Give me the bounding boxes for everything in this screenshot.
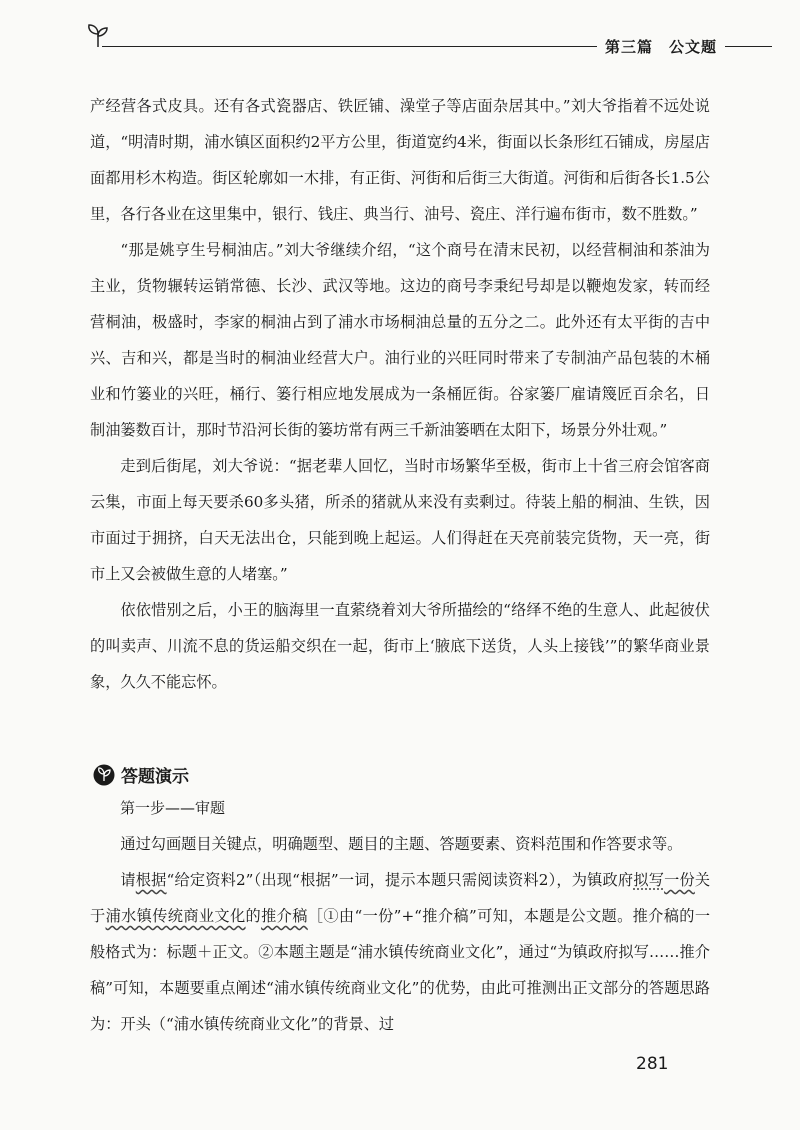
leaf-badge-icon	[93, 764, 115, 786]
analysis-text: 请	[120, 871, 136, 889]
keyword-topic: 浦水镇传统商业文化	[105, 907, 246, 925]
section-title: 答题演示	[121, 767, 189, 787]
page-header	[0, 0, 800, 60]
passage-paragraph-2: “那是姚亨生号桐油店。”刘大爷继续介绍，“这个商号在清末民初，以经营桐油和茶油为主业，货物辗转运销常德、长沙、武汉等地。这边的商号李秉纪号却是以鞭炮发家，转而经营桐油，极盛时，李家的桐油占到了浦水市场桐油总量的五分之二。此外还有太平街的吉中兴、吉和兴，都是当时的桐油业经营大户。油行业的兴旺同时带来了专制油产品包装的木桶业和竹篓业的兴旺，桶行、篓行相应地发展成为一条桶匠街。谷家篓厂雇请篾匠百余名，日制油篓数百计，那时节沿河长街的篓坊常有两三千新油篓晒在太阳下，场景分外壮观。”	[90, 241, 710, 439]
header-title: 第三篇 公文题	[597, 36, 725, 57]
analysis-paragraph	[90, 862, 710, 1042]
keyword-yifen: 一份	[664, 871, 695, 889]
section-heading	[93, 762, 189, 787]
analysis-text: “给定资料2”（出现“根据”一词，提示本题只需阅读资料2），为镇政府	[166, 871, 634, 889]
passage-paragraph-4: 依依惜别之后，小王的脑海里一直萦绕着刘大爷所描绘的“络绎不绝的生意人、此起彼伏的叫卖声、川流不息的货运船交织在一起，街市上‘腋底下送货，人头上接钱’”的繁华商业景象，久久不能忘怀。	[90, 601, 710, 691]
passage-paragraph-3: 走到后街尾，刘大爷说：“据老辈人回忆，当时市场繁华至极，街市上十省三府会馆客商云集，市面上每天要杀60多头猪，所杀的猪就从来没有卖剩过。待装上船的桐油、生铁，因市面过于拥挤，白天无法出仓，只能到晚上起运。人们得赶在天亮前装完货物，天一亮，街市上又会被做生意的人堵塞。”	[90, 457, 710, 583]
answer-demo	[90, 790, 710, 1042]
page-number: 281	[636, 1054, 669, 1074]
passage-paragraph-1: 产经营各式皮具。还有各式瓷器店、铁匠铺、澡堂子等店面杂居其中。”刘大爷指着不远处说道，“明清时期，浦水镇区面积约2平方公里，街道宽约4米，街面以长条形红石铺成，房屋店面都用杉木构造。街区轮廓如一木排，有正街、河街和后街三大街道。河街和后街各长1.5公里，各行各业在这里集中，银行、钱庄、典当行、油号、瓷庄、洋行遍布街市，数不胜数。”	[90, 97, 710, 223]
keyword-tuijiegao: 推介稿	[261, 907, 308, 925]
step-one-heading: 第一步——审题	[120, 799, 226, 817]
keyword-nixie: 拟写	[633, 871, 665, 889]
analysis-text: ［①由“一份”+“推介稿”可知，本题是公文题。推介稿的一般格式为：标题＋正文。②本题主题是“浦水镇传统商业文化”，通过“为镇政府拟写……推介稿”可知，本题要重点阐述“浦水镇传统商业文化”的优势，由此可推测出正文部分的答题思路为：开头（“浦水镇传统商业文化”的背景、过	[90, 907, 711, 1033]
passage	[90, 88, 710, 700]
sprout-icon	[86, 22, 110, 48]
analysis-text: 的	[245, 907, 262, 925]
analysis-text: 关于	[90, 871, 711, 925]
keyword-genju: 根据	[135, 871, 167, 889]
intro-paragraph: 通过勾画题目关键点，明确题型、题目的主题、答题要素、资料范围和作答要求等。	[120, 835, 683, 853]
